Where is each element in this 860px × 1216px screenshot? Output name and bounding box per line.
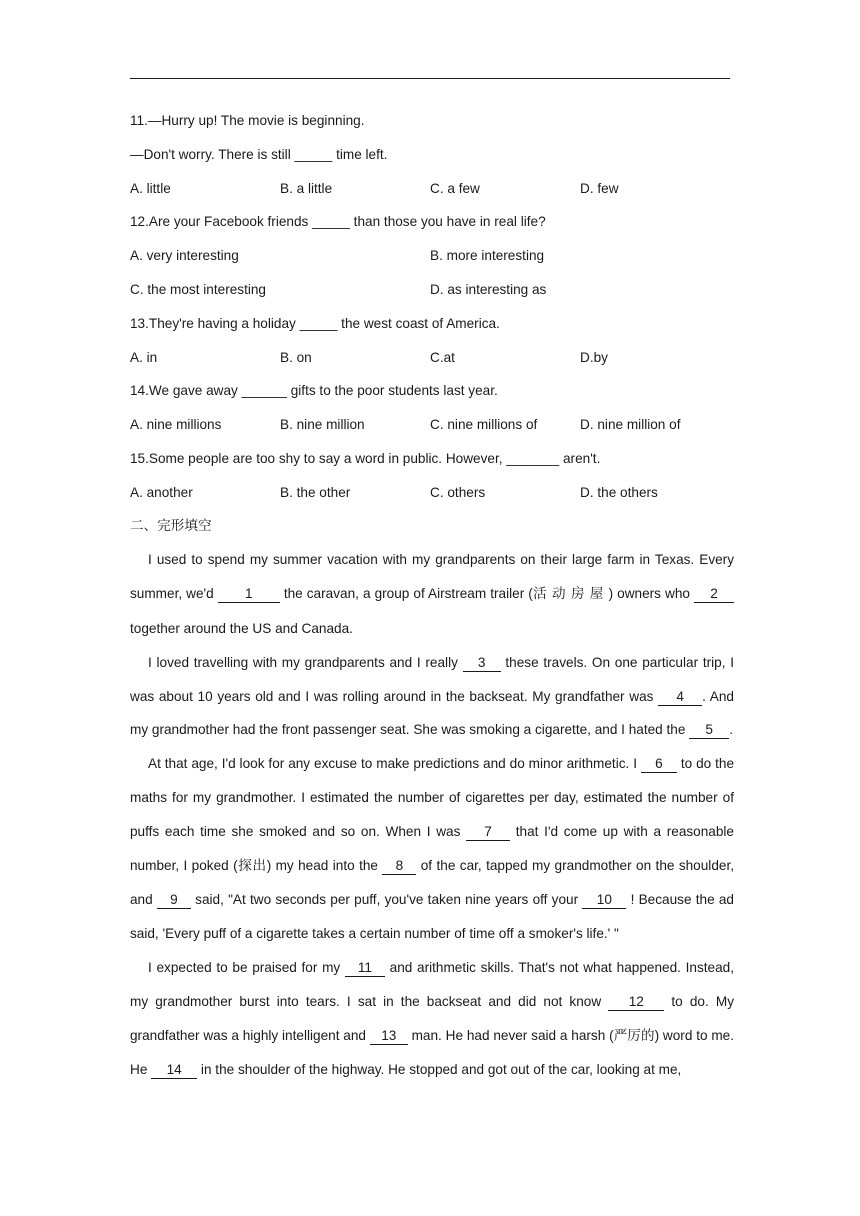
question-11-stem-reply: —Don't worry. There is still _____ time left. <box>130 146 388 162</box>
option-a: A. nine millions <box>130 417 222 433</box>
question-14-stem: 14.We gave away ______ gifts to the poor students last year. <box>130 383 498 399</box>
option-d: D. few <box>580 180 619 196</box>
blank-1: 1 <box>218 586 280 603</box>
blank-4: 4 <box>658 689 702 706</box>
chinese-gloss: 严厉的 <box>613 1027 655 1044</box>
blank-3: 3 <box>463 655 501 672</box>
option-a: A. little <box>130 180 171 196</box>
option-c: C. the most interesting <box>130 281 266 297</box>
question-11-options <box>130 172 734 206</box>
question-11-stem: 11.—Hurry up! The movie is beginning. <box>130 113 365 128</box>
option-c: C. nine millions of <box>430 417 538 433</box>
blank-5: 5 <box>689 722 729 739</box>
option-d: D.by <box>580 349 608 365</box>
blank-2: 2 <box>694 586 734 603</box>
question-15-stem: 15.Some people are too shy to say a word in public. However, _______ aren't. <box>130 450 601 466</box>
blank-8: 8 <box>382 858 416 875</box>
question-12-stem: 12.Are your Facebook friends _____ than those you have in real life? <box>130 214 546 230</box>
option-d: D. the others <box>580 484 658 500</box>
blank-7: 7 <box>466 824 510 841</box>
question-14-options <box>130 408 734 442</box>
blank-14: 14 <box>151 1062 197 1079</box>
option-a: A. very interesting <box>130 248 239 264</box>
passage-paragraph-1: I used to spend my summer vacation with my grandparents on their large farm in Texas. Every summer, we'd 1 the caravan, a group of Airstream trailer (活动房屋) owners who 2 together around the US and Canada. <box>130 552 734 636</box>
option-a: A. another <box>130 484 193 500</box>
passage-paragraph-4: I expected to be praised for my 11 and arithmetic skills. That's not what happened. Instead, my grandmother burst into tears. I sat in the backseat and did not know 12 to do. My grandfather was a highly intelligent and 13 man. He had never said a harsh (严厉的) word to me. He 14 in the shoulder of the highway. He stopped and got out of the car, looking at me, <box>130 959 735 1078</box>
option-b: B. the other <box>280 484 351 500</box>
passage-paragraph-3: At that age, I'd look for any excuse to make predictions and do minor arithmetic. I 6 to do the maths for my grandmother. I estimated the number of cigarettes per day, estimated the number of puffs each time she smoked and so on. When I was 7 that I'd come up with a reasonable number, I poked (探出) my head into the 8 of the car, tapped my grandmother on the shoulder, and 9 said, "At two seconds per puff, you've taken nine years off your 10 ! Because the ad said, 'Every puff of a cigarette takes a certain number of time off a smoker's life.' " <box>130 756 735 942</box>
option-c: C. others <box>430 484 486 500</box>
blank-12: 12 <box>608 994 664 1011</box>
blank-11: 11 <box>345 960 385 977</box>
chinese-gloss: 活动房屋 <box>532 586 609 603</box>
header-rule <box>130 78 730 79</box>
blank-10: 10 <box>582 892 626 909</box>
blank-13: 13 <box>370 1028 408 1045</box>
chinese-gloss: 探出 <box>237 857 267 874</box>
section-title: 二、完形填空 <box>130 517 212 534</box>
option-d: D. nine million of <box>580 417 681 433</box>
passage-paragraph-2: I loved travelling with my grandparents and I really 3 these travels. On one particular trip, I was about 10 years old and I was rolling around in the backseat. My grandfather was 4 . And my grandmother had the front passenger seat. She was smoking a cigarette, and I hated the 5 . <box>130 654 735 738</box>
question-15-options <box>130 476 734 510</box>
question-13-stem: 13.They're having a holiday _____ the west coast of America. <box>130 315 500 331</box>
question-12-options-row2 <box>130 273 734 307</box>
option-c: C. a few <box>430 180 480 196</box>
document-body <box>130 104 734 1087</box>
question-13-options <box>130 341 734 375</box>
option-b: B. on <box>280 349 312 365</box>
option-b: B. nine million <box>280 417 365 433</box>
option-a: A. in <box>130 349 158 365</box>
blank-6: 6 <box>641 756 677 773</box>
blank-9: 9 <box>157 892 191 909</box>
option-b: B. a little <box>280 180 333 196</box>
question-12-options-row1 <box>130 239 734 273</box>
option-c: C.at <box>430 349 455 365</box>
option-d: D. as interesting as <box>430 281 547 297</box>
option-b: B. more interesting <box>430 248 545 264</box>
